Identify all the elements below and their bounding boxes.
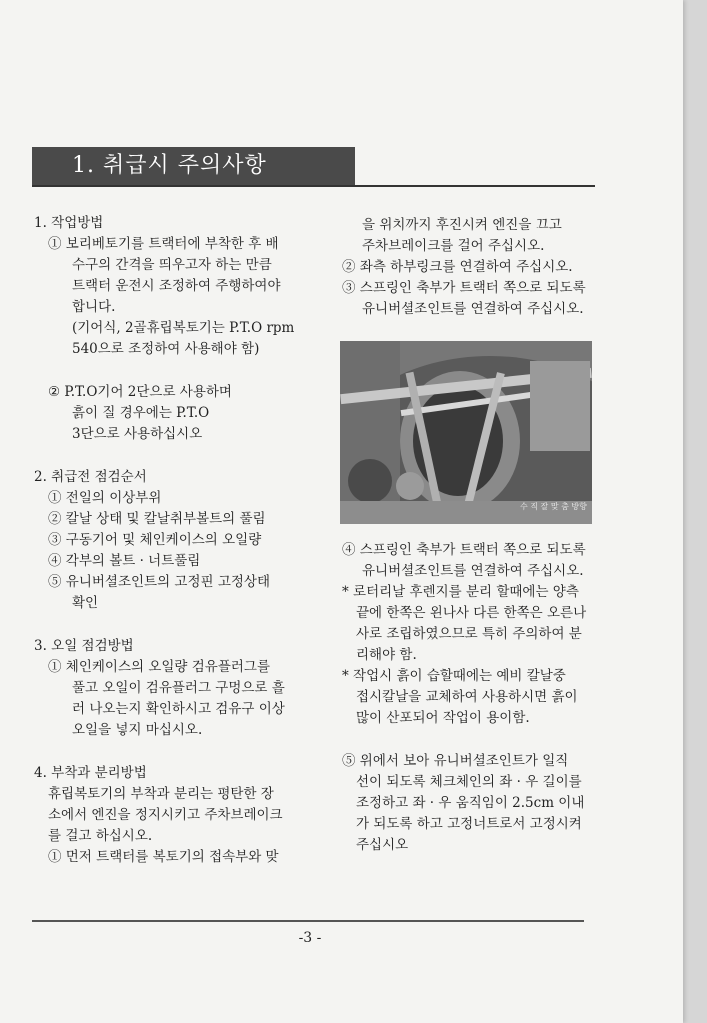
caution-note: * 로터리날 후렌지를 분리 할때에는 양측 xyxy=(342,584,579,600)
section-heading: 1. 작업방법 xyxy=(34,215,104,231)
paragraph-line: 소에서 엔진을 정지시키고 주차브레이크 xyxy=(48,807,283,823)
list-item-text: 조정하고 좌 · 우 움직임이 2.5cm 이내 xyxy=(356,795,585,811)
section-heading: 4. 부착과 분리방법 xyxy=(34,765,147,781)
left-column xyxy=(34,213,304,868)
list-item: ① 전일의 이상부위 xyxy=(48,490,162,506)
list-item-text: 러 나오는지 확인하시고 검유구 이상 xyxy=(72,701,285,717)
paragraph-line: 를 걸고 하십시오. xyxy=(48,828,153,844)
footer-divider xyxy=(32,920,584,922)
caution-note-text: 리해야 함. xyxy=(356,647,417,663)
list-item: ② 칼날 상태 및 칼날취부볼트의 풀림 xyxy=(48,511,266,527)
list-item-text: 3단으로 사용하십시오 xyxy=(72,426,203,442)
list-item-text: 가 되도록 하고 고정너트로서 고정시켜 xyxy=(356,816,582,832)
list-item-text: 풀고 오일이 검유플러그 구멍으로 흘 xyxy=(72,680,285,696)
machine-photo xyxy=(340,341,592,524)
list-item-text: 확인 xyxy=(72,595,99,611)
page-number: -3 - xyxy=(298,930,322,946)
right-column-top xyxy=(342,215,604,320)
list-item-text: 수구의 간격을 띄우고자 하는 만큼 xyxy=(72,257,272,273)
page-title: 1. 취급시 주의사항 xyxy=(32,147,355,185)
list-item: ⑤ 위에서 보아 유니버셜조인트가 일직 xyxy=(342,753,569,769)
list-item-text: 유니버셜조인트를 연결하여 주십시오. xyxy=(362,563,584,579)
list-item-text: 합니다. xyxy=(72,299,116,315)
list-item: ⑤ 유니버셜조인트의 고정핀 고정상태 xyxy=(48,574,270,590)
list-item: ④ 각부의 볼트 · 너트풀림 xyxy=(48,553,201,569)
list-item: ② P.T.O기어 2단으로 사용하며 xyxy=(48,384,232,400)
list-item: ③ 스프링인 축부가 트랙터 쪽으로 되도록 xyxy=(342,280,586,296)
list-item-text: 선이 되도록 체크체인의 좌 · 우 길이를 xyxy=(356,774,582,790)
list-item: ① 먼저 트랙터를 복토기의 접속부와 맞 xyxy=(48,849,279,865)
list-item-text: 트랙터 운전시 조정하여 주행하여야 xyxy=(72,278,281,294)
caution-note-text: 많이 산포되어 작업이 용이함. xyxy=(356,710,530,726)
caution-note-text: 접시칼날을 교체하여 사용하시면 흙이 xyxy=(356,689,578,705)
list-item: ① 체인케이스의 오일량 검유플러그를 xyxy=(48,659,270,675)
list-item-text: 흙이 질 경우에는 P.T.O xyxy=(72,405,210,421)
caution-note-text: 사로 조립하였으므로 특히 주의하여 분 xyxy=(356,626,582,642)
section-heading: 2. 취급전 점검순서 xyxy=(34,469,147,485)
photo-illustration xyxy=(340,341,592,524)
photo-caption: 수 직 잘 맞 춤 방향 xyxy=(520,502,587,511)
list-item: ③ 구동기어 및 체인케이스의 오일량 xyxy=(48,532,262,548)
paragraph-line: 휴립복토기의 부착과 분리는 평탄한 장 xyxy=(48,786,274,802)
caution-note-text: 끝에 한쪽은 왼나사 다른 한쪽은 오른나 xyxy=(356,605,587,621)
caution-note: * 작업시 흙이 습할때에는 예비 칼날중 xyxy=(342,668,566,684)
list-item-text: 오일을 넣지 마십시오. xyxy=(72,722,203,738)
list-item-text: 유니버셜조인트를 연결하여 주십시오. xyxy=(362,301,584,317)
section-heading: 3. 오일 점검방법 xyxy=(34,638,134,654)
list-item: ② 좌측 하부링크를 연결하여 주십시오. xyxy=(342,259,573,275)
note-text: (기어식, 2골휴립복토기는 P.T.O rpm xyxy=(72,320,295,336)
list-item: ① 보리베토기를 트랙터에 부착한 후 배 xyxy=(48,236,279,252)
right-column-bottom xyxy=(342,540,604,856)
list-item: ④ 스프링인 축부가 트랙터 쪽으로 되도록 xyxy=(342,542,586,558)
section-title-bar xyxy=(32,147,595,187)
list-item-text: 을 위치까지 후진시켜 엔진을 끄고 xyxy=(362,217,562,233)
note-text: 540으로 조정하여 사용해야 함) xyxy=(72,341,260,357)
list-item-text: 주십시오 xyxy=(356,837,409,853)
list-item-text: 주차브레이크를 걸어 주십시오. xyxy=(362,238,545,254)
